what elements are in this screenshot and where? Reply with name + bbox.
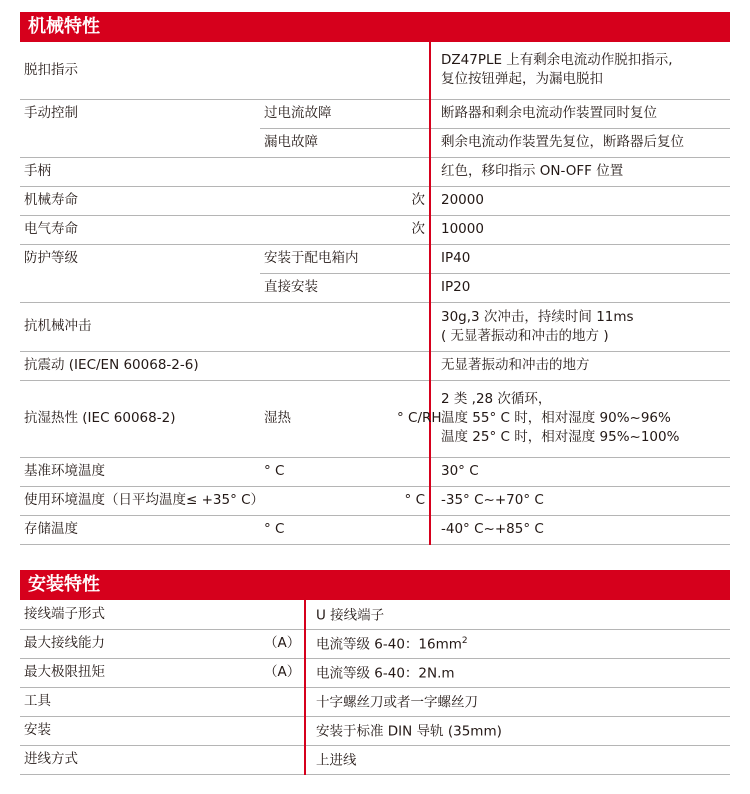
row-unit: 次 (393, 186, 430, 215)
row-value: IP40 (430, 244, 730, 273)
value-text: 十字螺丝刀或者一字螺丝刀 (316, 694, 478, 711)
row-value: 断路器和剩余电流动作装置同时复位 (430, 99, 730, 128)
row-unit (393, 99, 430, 128)
row-unit (260, 600, 305, 629)
row-unit (260, 745, 305, 774)
row-label: 手柄 (20, 157, 260, 186)
value-text: 电流等级 6-40：2N.m (316, 665, 455, 682)
installation-table (20, 600, 730, 775)
row-label: 工具 (20, 687, 260, 716)
row-label: 最大接线能力 (20, 629, 260, 658)
row-unit (393, 157, 430, 186)
table-row (20, 186, 730, 215)
mechanical-section (20, 12, 730, 545)
row-value (430, 42, 730, 99)
row-label: 抗震动 (IEC/EN 60068-2-6) (20, 351, 393, 380)
table-row (20, 273, 730, 302)
value-line: ( 无显著振动和冲击的地方 ) (441, 327, 609, 344)
row-unit (393, 457, 430, 486)
row-unit (393, 128, 430, 157)
row-label (20, 128, 260, 157)
table-row (20, 302, 730, 351)
table-row (20, 457, 730, 486)
row-label: 基准环境温度 (20, 457, 260, 486)
row-label: 存储温度 (20, 515, 260, 544)
row-value: -35° C~+70° C (430, 486, 730, 515)
row-label: 手动控制 (24, 105, 78, 122)
table-row (20, 157, 730, 186)
row-sub (260, 157, 393, 186)
value-text: 上进线 (316, 752, 357, 769)
superscript: 2 (461, 636, 468, 647)
value-text: 安装于标准 DIN 导轨 (35mm) (316, 723, 502, 740)
row-unit: （A） (260, 658, 305, 687)
row-label: 抗湿热性 (IEC 60068-2) (20, 380, 260, 457)
row-value (305, 716, 730, 745)
row-label: 最大极限扭矩 (20, 658, 260, 687)
row-value (305, 687, 730, 716)
row-value: 红色，移印指示 ON-OFF 位置 (430, 157, 730, 186)
row-unit: （A） (260, 629, 305, 658)
row-unit (393, 273, 430, 302)
row-label: 防护等级 (24, 250, 78, 267)
value-line: 30g,3 次冲击，持续时间 11ms (441, 308, 634, 325)
row-value: 无显著振动和冲击的地方 (430, 351, 730, 380)
row-sub (260, 42, 393, 99)
table-row (20, 658, 730, 687)
row-value (305, 600, 730, 629)
row-sub (260, 215, 393, 244)
row-sub (260, 186, 393, 215)
row-value (430, 380, 730, 457)
row-unit (260, 687, 305, 716)
value-text: U 接线端子 (316, 607, 385, 624)
row-label: 电气寿命 (20, 215, 260, 244)
value-line: 2 类 ,28 次循环， (441, 391, 552, 407)
row-sub: ° C (260, 515, 393, 544)
table-row (20, 486, 730, 515)
table-row (20, 600, 730, 629)
value-line: DZ47PLE 上有剩余电流动作脱扣指示, (441, 52, 673, 69)
value-line: 复位按钮弹起，为漏电脱扣 (441, 71, 603, 88)
section-title: 机械特性 (20, 12, 730, 42)
row-label: 安装 (20, 716, 260, 745)
row-label: 机械寿命 (20, 186, 260, 215)
table-row (20, 215, 730, 244)
row-label: 进线方式 (20, 745, 260, 774)
table-row (20, 629, 730, 658)
row-sub: 漏电故障 (260, 128, 393, 157)
row-value (305, 658, 730, 687)
row-sub: 过电流故障 (260, 99, 393, 128)
table-row (20, 687, 730, 716)
row-value: 30° C (430, 457, 730, 486)
row-label: 接线端子形式 (20, 600, 260, 629)
row-unit (260, 716, 305, 745)
mechanical-table (20, 42, 730, 545)
table-row (20, 128, 730, 157)
installation-section (20, 570, 730, 775)
section-title: 安装特性 (20, 570, 730, 600)
row-sub: 安装于配电箱内 (260, 244, 393, 273)
value-line: 温度 25° C 时，相对湿度 95%~100% (441, 429, 680, 445)
value-text: 电流等级 6-40：16mm (316, 636, 462, 653)
row-label: 使用环境温度（日平均温度≤ +35° C） (20, 486, 393, 515)
row-value (430, 302, 730, 351)
row-unit: 次 (393, 215, 430, 244)
row-unit (393, 244, 430, 273)
table-row (20, 244, 730, 273)
table-row (20, 380, 730, 457)
row-sub: 湿热 (260, 380, 393, 457)
row-sub: ° C (260, 457, 393, 486)
row-label (20, 273, 260, 302)
row-value (305, 629, 730, 658)
table-row (20, 716, 730, 745)
table-row (20, 99, 730, 128)
table-row (20, 351, 730, 380)
row-unit: ° C (393, 486, 430, 515)
row-label: 脱扣指示 (20, 42, 260, 99)
row-sub: 直接安装 (260, 273, 393, 302)
row-unit (393, 42, 430, 99)
table-row (20, 745, 730, 774)
value-line: 温度 55° C 时，相对湿度 90%~96% (441, 410, 671, 426)
row-sub (260, 302, 393, 351)
table-row (20, 42, 730, 99)
row-value: -40° C~+85° C (430, 515, 730, 544)
row-value: 20000 (430, 186, 730, 215)
row-value: 10000 (430, 215, 730, 244)
table-row (20, 515, 730, 544)
row-unit (393, 515, 430, 544)
row-value: IP20 (430, 273, 730, 302)
row-label: 抗机械冲击 (20, 302, 260, 351)
row-unit: ° C/RH (393, 380, 430, 457)
row-value: 剩余电流动作装置先复位，断路器后复位 (430, 128, 730, 157)
row-value (305, 745, 730, 774)
row-unit (393, 351, 430, 380)
row-unit (393, 302, 430, 351)
